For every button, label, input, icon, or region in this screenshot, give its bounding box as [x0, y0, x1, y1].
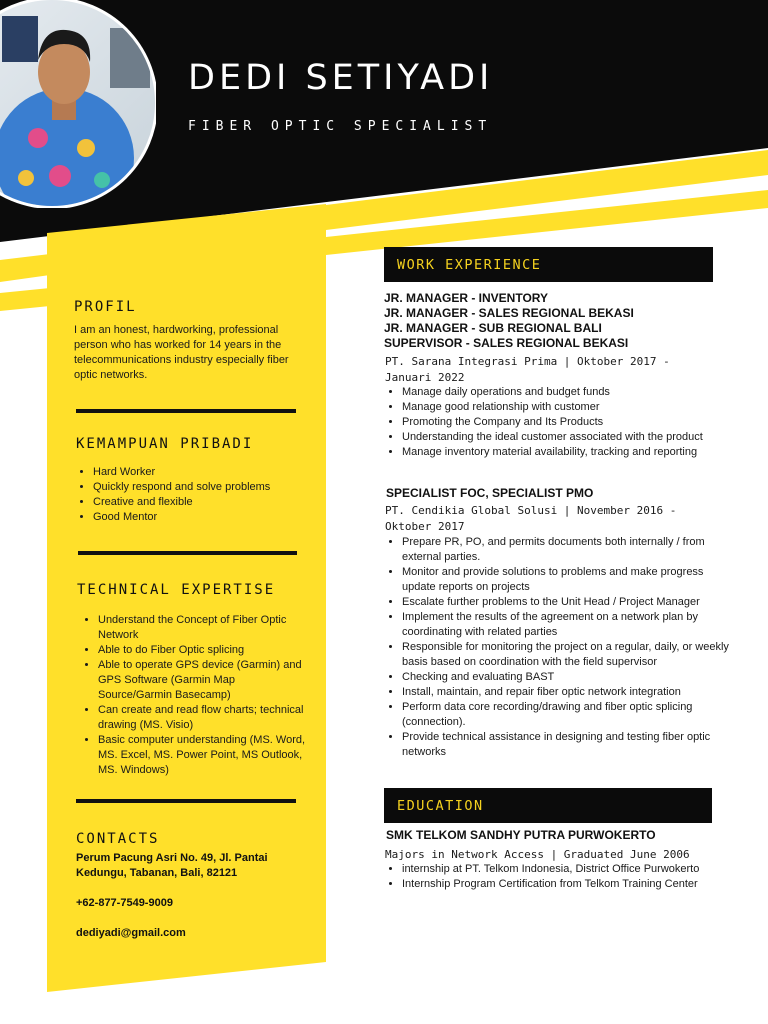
list-item: • Perform data core recording/drawing and fiber optic splicing (connection).: [402, 700, 732, 730]
list-item: • Able to do Fiber Optic splicing: [98, 643, 308, 658]
education-bullets: [385, 862, 742, 892]
profile-text: I am an honest, hardworking, professional person who has worked for 14 years in the telecommunications industry especially fiber optic networks.: [74, 324, 289, 381]
list-item: • Manage daily operations and budget funds: [402, 385, 732, 400]
candidate-name: DEDI SETIYADI: [188, 58, 494, 98]
list-item: • Basic computer understanding (MS. Word, MS. Excel, MS. Power Point, MS Outlook, MS. Windows): [98, 733, 308, 778]
list-item: • Understand the Concept of Fiber Optic Network: [98, 613, 308, 643]
school-name: SMK TELKOM SANDHY PUTRA PURWOKERTO: [386, 828, 656, 842]
list-item: • Checking and evaluating BAST: [402, 670, 732, 685]
candidate-role: FIBER OPTIC SPECIALIST: [188, 119, 493, 134]
list-item: • Understanding the ideal customer associated with the product: [402, 430, 732, 445]
list-item: • Manage good relationship with customer: [402, 400, 732, 415]
job-title: SPECIALIST FOC, SPECIALIST PMO: [386, 486, 594, 500]
contact-phone[interactable]: +62-877-7549-9009: [76, 897, 173, 909]
job-bullets: [385, 385, 732, 460]
contacts-heading: CONTACTS: [76, 831, 160, 847]
work-experience-header: [384, 247, 713, 282]
job-title: JR. MANAGER - INVENTORY: [384, 291, 549, 305]
divider: [76, 799, 296, 803]
skills-heading: KEMAMPUAN PRIBADI: [76, 436, 254, 452]
list-item: • Good Mentor: [93, 510, 313, 525]
education-header: [384, 788, 712, 823]
stripe-3: [0, 254, 50, 282]
technical-list: [81, 613, 308, 778]
list-item: • Manage inventory material availability, tracking and reporting: [402, 445, 732, 460]
education-detail: Majors in Network Access | Graduated June 2006: [385, 848, 690, 861]
profile-photo: [0, 0, 156, 208]
list-item: • Promoting the Company and Its Products: [402, 415, 732, 430]
list-item: • Can create and read flow charts; technical drawing (MS. Visio): [98, 703, 308, 733]
list-item: • Internship Program Certification from Telkom Training Center: [402, 877, 742, 892]
job-title: JR. MANAGER - SALES REGIONAL BEKASI: [384, 306, 634, 320]
divider: [76, 409, 296, 413]
divider: [78, 551, 297, 555]
job-title: JR. MANAGER - SUB REGIONAL BALI: [384, 321, 602, 335]
job-bullets: [385, 535, 732, 760]
list-item: • Responsible for monitoring the project on a regular, daily, or weekly basis based on coordination with the field supervisor: [402, 640, 732, 670]
contact-address: Perum Pacung Asri No. 49, Jl. Pantai Kedungu, Tabanan, Bali, 82121: [76, 852, 268, 879]
list-item: • Prepare PR, PO, and permits documents both internally / from external parties.: [402, 535, 732, 565]
skills-list: [76, 465, 313, 525]
stripe-4: [0, 288, 50, 311]
contact-email[interactable]: dediyadi@gmail.com: [76, 927, 186, 939]
list-item: • Monitor and provide solutions to problems and make progress update reports on projects: [402, 565, 732, 595]
list-item: • Escalate further problems to the Unit Head / Project Manager: [402, 595, 732, 610]
job-title: SUPERVISOR - SALES REGIONAL BEKASI: [384, 336, 629, 350]
list-item: • Able to operate GPS device (Garmin) and GPS Software (Garmin Map Source/Garmin Basecamp): [98, 658, 308, 703]
list-item: • Creative and flexible: [93, 495, 313, 510]
job-company: PT. Cendikia Global Solusi | November 2016 - Oktober 2017: [385, 504, 677, 533]
list-item: • Implement the results of the agreement on a network plan by coordinating with related parties: [402, 610, 732, 640]
list-item: • Hard Worker: [93, 465, 313, 480]
list-item: • Quickly respond and solve problems: [93, 480, 313, 495]
profile-heading: PROFIL: [74, 299, 137, 315]
technical-heading: TECHNICAL EXPERTISE: [77, 582, 276, 598]
list-item: • internship at PT. Telkom Indonesia, District Office Purwokerto: [402, 862, 742, 877]
education-title: EDUCATION: [397, 798, 484, 814]
list-item: • Provide technical assistance in designing and testing fiber optic networks: [402, 730, 732, 760]
work-experience-title: WORK EXPERIENCE: [397, 257, 542, 273]
list-item: • Install, maintain, and repair fiber optic network integration: [402, 685, 732, 700]
job-company: PT. Sarana Integrasi Prima | Oktober 2017 - Januari 2022: [385, 355, 670, 384]
